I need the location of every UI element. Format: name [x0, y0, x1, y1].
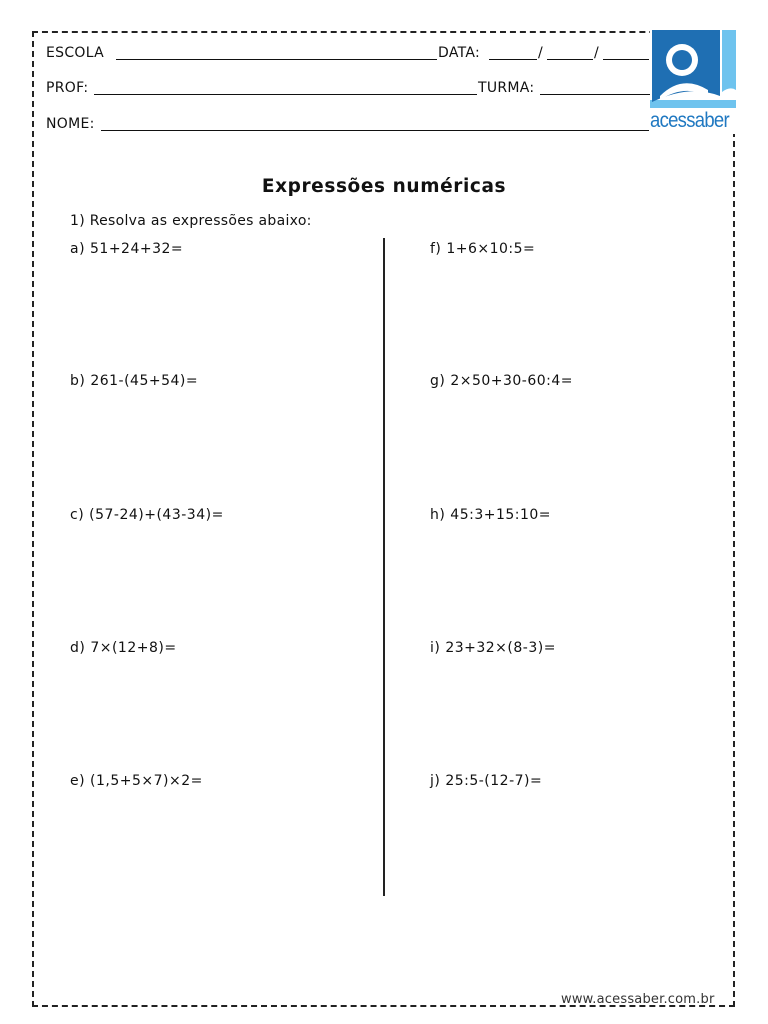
name-field-line[interactable] — [101, 130, 649, 131]
exercise-expression: 2×50+30-60:4= — [450, 373, 574, 389]
logo-light-shape — [722, 30, 736, 92]
teacher-field-line[interactable] — [94, 94, 477, 95]
exercise-expression: (1,5+5×7)×2= — [90, 773, 203, 789]
exercise-label: d) — [70, 640, 86, 656]
name-label: NOME: — [46, 116, 95, 132]
date-label: DATA: — [438, 45, 481, 61]
exercise-label: a) — [70, 241, 86, 257]
exercise-expression: 51+24+32= — [90, 241, 184, 257]
footer-website: www.acessaber.com.br — [561, 992, 715, 1007]
exercise-f — [430, 241, 535, 257]
class-label: TURMA: — [478, 80, 535, 96]
school-label: ESCOLA — [46, 45, 105, 61]
exercise-expression: 261-(45+54)= — [90, 373, 199, 389]
class-field-line[interactable] — [540, 94, 650, 95]
exercise-h — [430, 507, 551, 523]
instruction-text: 1) Resolva as expressões abaixo: — [70, 213, 312, 229]
exercise-label: f) — [430, 241, 442, 257]
exercise-expression: 7×(12+8)= — [90, 640, 177, 656]
exercise-expression: 25:5-(12-7)= — [445, 773, 543, 789]
exercise-expression: (57-24)+(43-34)= — [89, 507, 224, 523]
date-year-line[interactable] — [603, 59, 649, 60]
page-title: Expressões numéricas — [261, 176, 507, 197]
exercise-expression: 45:3+15:10= — [450, 507, 552, 523]
teacher-label: PROF: — [46, 80, 89, 96]
exercise-d — [70, 640, 177, 656]
exercise-expression: 1+6×10:5= — [446, 241, 536, 257]
date-separator: / — [594, 45, 600, 61]
exercise-label: i) — [430, 640, 441, 656]
exercise-c — [70, 507, 224, 523]
exercise-j — [430, 773, 542, 789]
date-separator: / — [538, 45, 544, 61]
school-field-line[interactable] — [116, 59, 437, 60]
exercise-label: g) — [430, 373, 446, 389]
logo-light-band — [650, 100, 736, 108]
exercise-label: e) — [70, 773, 86, 789]
date-month-line[interactable] — [547, 59, 593, 60]
exercise-label: b) — [70, 373, 86, 389]
exercise-e — [70, 773, 203, 789]
date-day-line[interactable] — [489, 59, 537, 60]
exercise-expression: 23+32×(8-3)= — [445, 640, 556, 656]
exercise-label: j) — [430, 773, 441, 789]
exercise-a — [70, 241, 183, 257]
column-divider — [383, 238, 385, 896]
logo-wordmark: acessaber — [650, 109, 729, 132]
exercise-b — [70, 373, 198, 389]
exercise-label: c) — [70, 507, 85, 523]
exercise-label: h) — [430, 507, 446, 523]
exercise-g — [430, 373, 573, 389]
exercise-i — [430, 640, 556, 656]
